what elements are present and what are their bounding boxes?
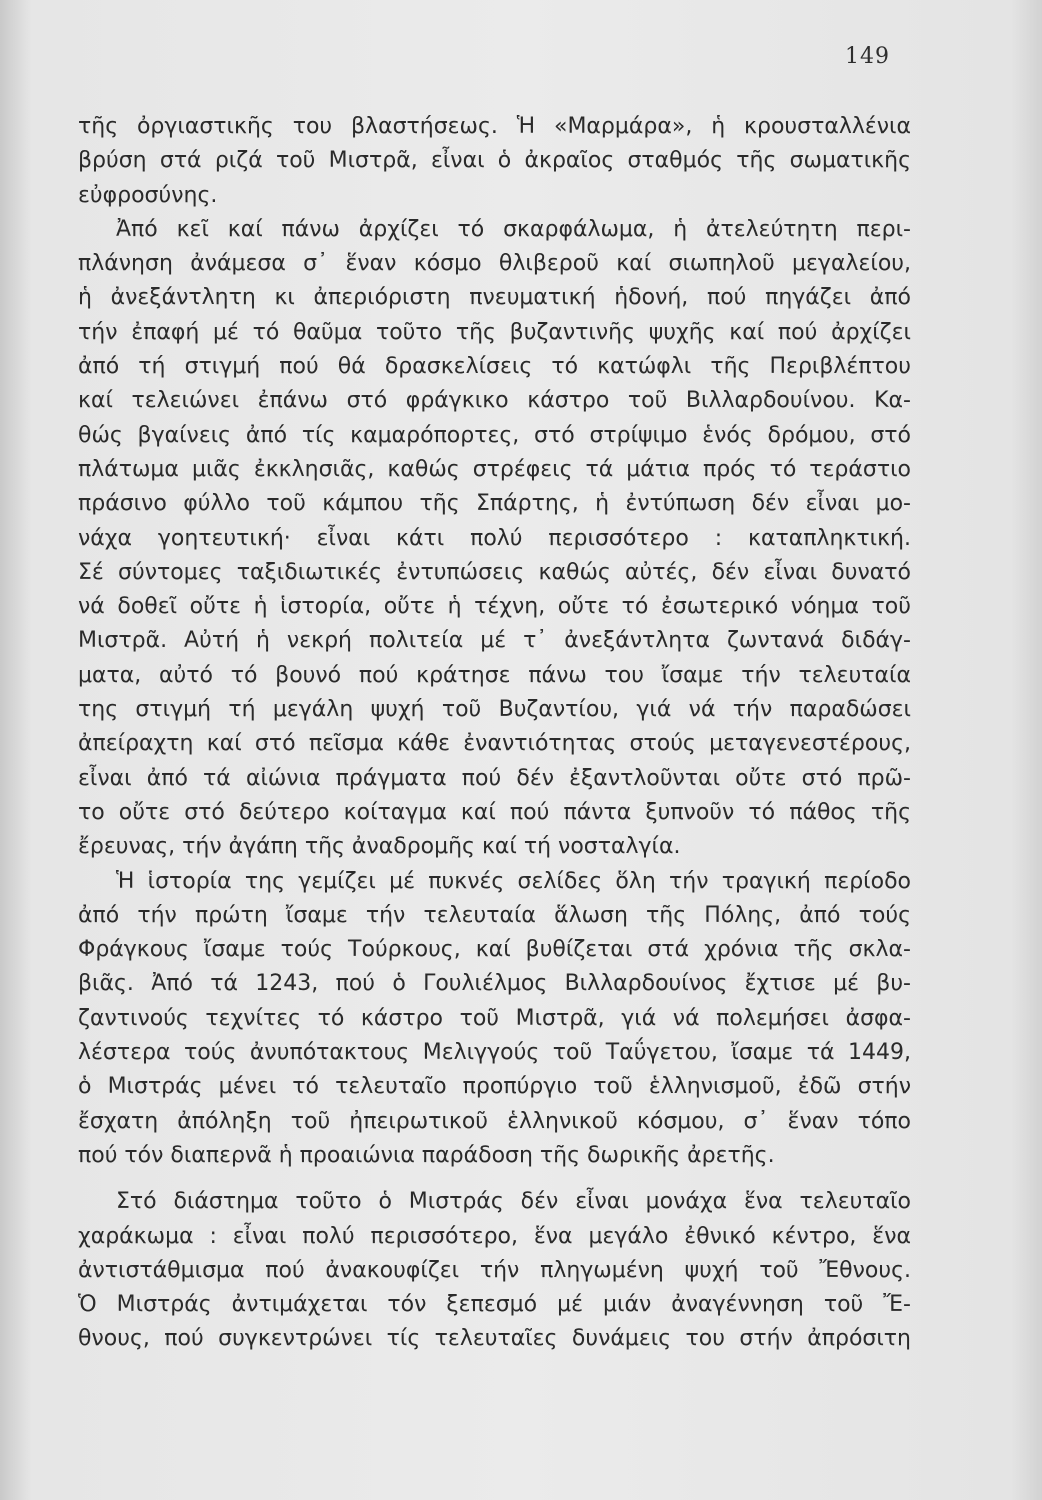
text-line: θώς βγαίνεις ἀπό τίς καμαρόπορτες, στό στρίψιμο ἑνός δρόμου, στό — [78, 422, 911, 448]
text-line: ἀπείραχτη καί στό πεῖσμα κάθε ἐναντιότητας στούς μεταγενεστέρους, — [78, 731, 911, 757]
text-line: τήν ἐπαφή μέ τό θαῦμα τοῦτο τῆς βυζαντινῆς ψυχῆς καί πού ἀρχίζει — [78, 319, 911, 345]
text-line: ἔρευνας, τήν ἀγάπη τῆς ἀναδρομῆς καί τή νοσταλγία. — [78, 834, 681, 860]
text-line: λέστερα τούς ἀνυπότακτους Μελιγγούς τοῦ Ταΰγετου, ἴσαμε τά 1449, — [78, 1040, 911, 1066]
text-line: Σέ σύντομες ταξιδιωτικές ἐντυπώσεις καθώς αὐτές, δέν εἶναι δυνατό — [78, 559, 911, 585]
body-text — [78, 110, 911, 1357]
text-line: Ἡ ἱστορία της γεμίζει μέ πυκνές σελίδες ὅλη τήν τραγική περίοδο — [116, 868, 911, 894]
text-line: πού τόν διαπερνᾶ ἡ προαιώνια παράδοση τῆς δωρικῆς ἀρετῆς. — [78, 1142, 775, 1168]
text-line: ἔσχατη ἀπόληξη τοῦ ἠπειρωτικοῦ ἑλληνικοῦ κόσμου, σ᾽ ἕναν τόπο — [78, 1108, 911, 1134]
text-line: ἡ ἀνεξάντλητη κι ἀπεριόριστη πνευματική ἡδονή, πού πηγάζει ἀπό — [78, 285, 911, 311]
text-line: καί τελειώνει ἐπάνω στό φράγκικο κάστρο τοῦ Βιλλαρδουίνου. Κα- — [78, 388, 911, 414]
paragraph — [78, 213, 911, 865]
page-number: 149 — [845, 44, 890, 69]
text-line: ἀπό τή στιγμή πού θά δρασκελίσεις τό κατώφλι τῆς Περιβλέπτου — [78, 354, 911, 380]
text-line: το οὔτε στό δεύτερο κοίταγμα καί πού πάντα ξυπνοῦν τό πάθος τῆς — [78, 799, 911, 825]
paragraph — [78, 865, 911, 1174]
text-line: τῆς ὀργιαστικῆς του βλαστήσεως. Ἡ «Μαρμάρα», ἡ κρουσταλλένια — [78, 114, 911, 139]
text-line: Ἀπό κεῖ καί πάνω ἀρχίζει τό σκαρφάλωμα, ἡ ἀτελεύτητη περι- — [116, 216, 911, 242]
text-line: Φράγκους ἴσαμε τούς Τούρκους, καί βυθίζεται στά χρόνια τῆς σκλα- — [78, 937, 911, 963]
text-line: ἀπό τήν πρώτη ἴσαμε τήν τελευταία ἅλωση τῆς Πόλης, ἀπό τούς — [78, 902, 911, 928]
paragraph-spacer — [78, 1173, 911, 1185]
text-line: Στό διάστημα τοῦτο ὁ Μιστράς δέν εἶναι μονάχα ἕνα τελευταῖο — [116, 1189, 911, 1215]
text-line: ζαντινούς τεχνίτες τό κάστρο τοῦ Μιστρᾶ, γιά νά πολεμήσει ἀσφα- — [78, 1005, 911, 1031]
paragraph — [78, 110, 911, 213]
text-line: ματα, αὐτό τό βουνό πού κράτησε πάνω του ἴσαμε τήν τελευταία — [78, 662, 911, 688]
text-line: βρύση στά ριζά τοῦ Μιστρᾶ, εἶναι ὁ ἀκραῖος σταθμός τῆς σωματικῆς — [78, 148, 911, 174]
text-line: πλάτωμα μιᾶς ἐκκλησιᾶς, καθώς στρέφεις τά μάτια πρός τό τεράστιο — [78, 456, 911, 482]
text-line: πράσινο φύλλο τοῦ κάμπου τῆς Σπάρτης, ἡ ἐντύπωση δέν εἶναι μο- — [78, 491, 911, 517]
text-line: Μιστρᾶ. Αὐτή ἡ νεκρή πολιτεία μέ τ᾽ ἀνεξάντλητα ζωντανά διδάγ- — [78, 628, 911, 654]
text-line: νά δοθεῖ οὔτε ἡ ἱστορία, οὔτε ἡ τέχνη, οὔτε τό ἐσωτερικό νόημα τοῦ — [78, 594, 911, 620]
text-line: νάχα γοητευτική· εἶναι κάτι πολύ περισσότερο : καταπληκτική. — [78, 525, 911, 551]
text-line: της στιγμή τή μεγάλη ψυχή τοῦ Βυζαντίου, γιά νά τήν παραδώσει — [78, 697, 911, 723]
text-line: χαράκωμα : εἶναι πολύ περισσότερο, ἕνα μεγάλο ἐθνικό κέντρο, ἕνα — [78, 1223, 911, 1249]
text-line: Ὁ Μιστράς ἀντιμάχεται τόν ξεπεσμό μέ μιάν ἀναγέννηση τοῦ Ἔ- — [78, 1292, 911, 1318]
paragraph — [78, 1185, 911, 1356]
text-line: ὁ Μιστράς μένει τό τελευταῖο προπύργιο τοῦ ἑλληνισμοῦ, ἐδῶ στήν — [78, 1074, 911, 1100]
text-line: βιᾶς. Ἀπό τά 1243, πού ὁ Γουλιέλμος Βιλλαρδουίνος ἔχτισε μέ βυ- — [78, 971, 911, 997]
text-line: πλάνηση ἀνάμεσα σ᾽ ἕναν κόσμο θλιβεροῦ καί σιωπηλοῦ μεγαλείου, — [78, 251, 911, 277]
text-line: εἶναι ἀπό τά αἰώνια πράγματα πού δέν ἐξαντλοῦνται οὔτε στό πρῶ- — [78, 765, 911, 791]
text-line: εὐφροσύνης. — [78, 182, 218, 208]
text-line: ἀντιστάθμισμα πού ἀνακουφίζει τήν πληγωμένη ψυχή τοῦ Ἔθνους. — [78, 1257, 911, 1283]
text-line: θνους, πού συγκεντρώνει τίς τελευταῖες δυνάμεις του στήν ἀπρόσιτη — [78, 1326, 911, 1352]
